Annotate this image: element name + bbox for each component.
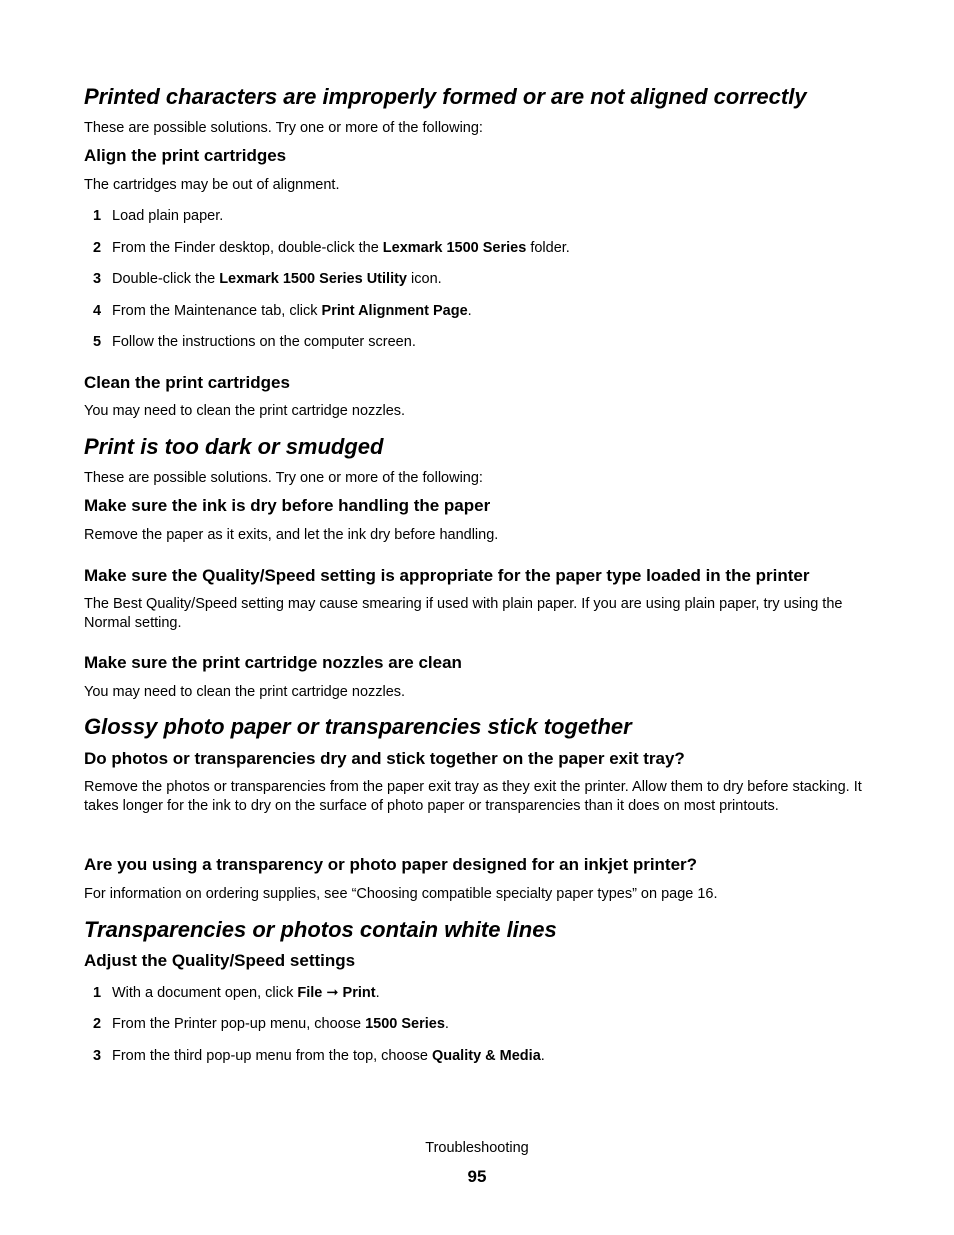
- step-number: 1: [93, 208, 102, 224]
- step-bold-text: Lexmark 1500 Series Utility: [219, 271, 407, 287]
- section-title-printed-characters: Printed characters are improperly formed or are not aligned correctly: [84, 84, 807, 109]
- inkjet-paper-description: For information on ordering supplies, see “Choosing compatible specialty paper types” on page 16.: [84, 886, 718, 902]
- step-item: [93, 1047, 545, 1066]
- footer-chapter-label: Troubleshooting: [425, 1140, 529, 1156]
- step-bold-text: Print Alignment Page: [321, 303, 468, 319]
- subheading-ink-dry: Make sure the ink is dry before handling the paper: [84, 496, 491, 515]
- align-description: The cartridges may be out of alignment.: [84, 177, 340, 193]
- step-text-end: .: [444, 1016, 449, 1032]
- step-item: [93, 270, 442, 289]
- step-number: 3: [93, 271, 102, 287]
- step-item: [93, 333, 416, 352]
- step-text-end: .: [467, 303, 472, 319]
- step-number: 1: [93, 985, 102, 1001]
- subheading-exit-tray: Do photos or transparencies dry and stick together on the paper exit tray?: [84, 749, 685, 768]
- ink-dry-description: Remove the paper as it exits, and let the ink dry before handling.: [84, 527, 499, 543]
- subheading-nozzles-clean: Make sure the print cartridge nozzles are clean: [84, 653, 462, 672]
- step-number: 3: [93, 1048, 102, 1064]
- step-text-end: folder.: [526, 240, 570, 256]
- step-text: Load plain paper.: [112, 208, 224, 224]
- exit-tray-description: Remove the photos or transparencies from the paper exit tray as they exit the printer. Allow them to dry before stacking. It takes longer for the ink to dry on the surface of photo paper or transparencies than it does on most printouts.: [84, 779, 862, 814]
- step-bold-text: Lexmark 1500 Series: [382, 240, 527, 256]
- step-item: [93, 302, 472, 321]
- step-number: 2: [93, 240, 102, 256]
- section-title-white-lines: Transparencies or photos contain white lines: [84, 917, 557, 942]
- subheading-quality-speed: Make sure the Quality/Speed setting is appropriate for the paper type loaded in the printer: [84, 566, 810, 585]
- section-title-too-dark: Print is too dark or smudged: [84, 434, 384, 459]
- subheading-clean-cartridges: Clean the print cartridges: [84, 373, 290, 392]
- step-bold-text: File ➞ Print: [297, 985, 376, 1001]
- subheading-adjust-quality: Adjust the Quality/Speed settings: [84, 951, 356, 970]
- step-text: From the Finder desktop, double-click the: [112, 240, 383, 256]
- step-text: Double-click the: [112, 271, 220, 287]
- step-text: With a document open, click: [112, 985, 298, 1001]
- nozzles-description: You may need to clean the print cartridge nozzles.: [84, 684, 406, 700]
- clean-description: You may need to clean the print cartridge nozzles.: [84, 403, 406, 419]
- section-intro: These are possible solutions. Try one or more of the following:: [84, 470, 483, 486]
- step-item: [93, 239, 570, 258]
- section-title-glossy-stick: Glossy photo paper or transparencies stick together: [84, 714, 632, 739]
- step-text-end: .: [375, 985, 380, 1001]
- step-number: 2: [93, 1016, 102, 1032]
- step-text-end: icon.: [407, 271, 442, 287]
- step-text: Follow the instructions on the computer screen.: [112, 334, 416, 350]
- quality-speed-description: The Best Quality/Speed setting may cause smearing if used with plain paper. If you are using plain paper, try using the Normal setting.: [84, 596, 843, 631]
- page-number: 95: [467, 1167, 487, 1186]
- step-text: From the Maintenance tab, click: [112, 303, 322, 319]
- step-item: [93, 1015, 449, 1034]
- step-number: 5: [93, 334, 102, 350]
- step-bold-text: Quality & Media: [431, 1048, 541, 1064]
- subheading-inkjet-paper: Are you using a transparency or photo paper designed for an inkjet printer?: [84, 855, 698, 874]
- step-number: 4: [93, 303, 102, 319]
- step-bold-text: 1500 Series: [365, 1016, 445, 1032]
- subheading-align-cartridges: Align the print cartridges: [84, 146, 287, 165]
- step-item: [93, 207, 223, 226]
- step-text: From the Printer pop-up menu, choose: [112, 1016, 366, 1032]
- step-item: [93, 984, 380, 1003]
- step-text-end: .: [540, 1048, 545, 1064]
- section-intro: These are possible solutions. Try one or more of the following:: [84, 120, 483, 136]
- step-text: From the third pop-up menu from the top, choose: [112, 1048, 432, 1064]
